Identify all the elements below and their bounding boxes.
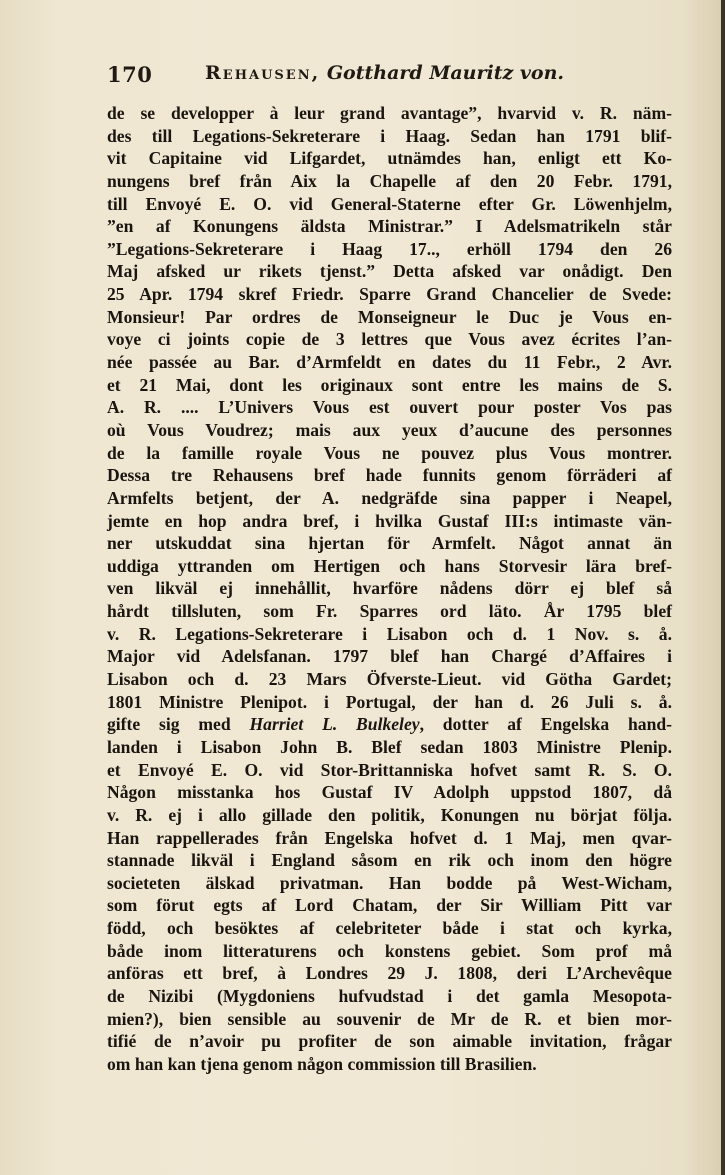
page-edge <box>721 0 725 1175</box>
text-line: Maj afsked ur rikets tjenst.” Detta afsked var onådigt. Den <box>107 261 672 282</box>
text-line: vit Capitaine vid Lifgardet, utnämdes han, enligt ett Ko- <box>107 148 672 169</box>
body-text <box>107 102 672 1076</box>
text-line: född, och besöktes af celebriteter både i stat och kyrka, <box>107 918 672 939</box>
text-line: v. R. ej i allo gillade den politik, Konungen nu börjat följa. <box>107 804 672 825</box>
text-line: Armfelts betjent, der A. nedgräfde sina papper i Neapel, <box>107 487 672 508</box>
running-title <box>205 62 564 84</box>
text-line: ner utskuddat sina hjertan för Armfelt. Något annat än <box>107 533 672 554</box>
text-line: v. R. Legations-Sekreterare i Lisabon och d. 1 Nov. s. å. <box>107 623 672 644</box>
text-line: et 21 Mai, dont les originaux sont entre les mains de S. <box>107 374 672 395</box>
text-line: mien?), bien sensible au souvenir de Mr de R. et bien mor- <box>107 1008 672 1029</box>
text-line: où Vous Voudrez; mais aux yeux d’aucune des personnes <box>107 419 672 440</box>
text-line: ven likväl ej innehållit, hvarföre nådens dörr ej blef så <box>107 578 672 599</box>
text-line: de se developper à leur grand avantage”, hvarvid v. R. näm- <box>107 103 672 123</box>
text-line: née passée au Bar. d’Armfeldt en dates du 11 Febr., 2 Avr. <box>107 352 672 373</box>
text-line: societeten älskad privatman. Han bodde på West-Wicham, <box>107 872 672 893</box>
text-line: som förut egts af Lord Chatam, der Sir William Pitt var <box>107 895 672 916</box>
running-header <box>107 62 672 90</box>
text-line: 1801 Ministre Plenipot. i Portugal, der han d. 26 Juli s. å. <box>107 691 672 712</box>
italic-name: Harriet L. Bulkeley <box>249 714 420 735</box>
text-fragment: gifte sig med <box>107 714 250 735</box>
text-line: jemte en hop andra bref, i hvilka Gustaf III:s intimaste vän- <box>107 510 672 531</box>
running-title-name: Rehausen, <box>205 62 321 84</box>
text-line: hårdt tillsluten, som Fr. Sparres ord läto. År 1795 blef <box>107 601 672 622</box>
text-line: 25 Apr. 1794 skref Friedr. Sparre Grand Chancelier de Svede: <box>107 284 672 305</box>
page-number: 170 <box>107 62 153 87</box>
text-line: ”en af Konungens äldsta Ministrar.” I Adelsmatrikeln står <box>107 216 672 237</box>
text-line: des till Legations-Sekreterare i Haag. Sedan han 1791 blif- <box>107 125 672 146</box>
text-line: landen i Lisabon John B. Blef sedan 1803 Ministre Plenip. <box>107 736 672 757</box>
text-line: tifié de n’avoir pu profiter de son aimable invitation, frågar <box>107 1031 672 1052</box>
text-line: uddiga yttranden om Hertigen och hans Storvesir lära bref- <box>107 555 672 576</box>
text-line: både inom litteraturens och konstens gebiet. Som prof må <box>107 940 672 961</box>
text-line: om han kan tjena genom någon commission till Brasilien. <box>107 1053 537 1074</box>
text-line: anföras ett bref, à Londres 29 J. 1808, deri L’Archevêque <box>107 963 672 984</box>
text-line: de la famille royale Vous ne pouvez plus Vous montrer. <box>107 442 672 463</box>
text-line: de Nizibi (Mygdoniens hufvudstad i det gamla Mesopota- <box>107 985 672 1006</box>
text-line: Dessa tre Rehausens bref hade funnits genom förräderi af <box>107 465 672 486</box>
text-line: Han rappellerades från Engelska hofvet d. 1 Maj, men qvar- <box>107 827 672 848</box>
text-line: stannade likväl i England såsom en rik och inom den högre <box>107 850 672 871</box>
text-fragment: , dotter af Engelska hand- <box>419 714 672 735</box>
text-line: A. R. .... L’Univers Vous est ouvert pour poster Vos pas <box>107 397 672 418</box>
running-title-given-names: Gotthard Mauritz von. <box>326 62 565 84</box>
text-line: Lisabon och d. 23 Mars Öfverste-Lieut. vid Götha Gardet; <box>107 669 672 690</box>
text-line: till Envoyé E. O. vid General-Staterne efter Gr. Löwenhjelm, <box>107 193 672 214</box>
text-line-with-italic <box>107 713 672 736</box>
text-line: Någon misstanka hos Gustaf IV Adolph uppstod 1807, då <box>107 782 672 803</box>
text-line: Major vid Adelsfanan. 1797 blef han Chargé d’Affaires i <box>107 646 672 667</box>
text-line: ”Legations-Sekreterare i Haag 17.., erhöll 1794 den 26 <box>107 238 672 259</box>
text-line: et Envoyé E. O. vid Stor-Brittanniska hofvet samt R. S. O. <box>107 759 672 780</box>
text-line: nungens bref från Aix la Chapelle af den 20 Febr. 1791, <box>107 170 672 191</box>
text-line: Monsieur! Par ordres de Monseigneur le Duc je Vous en- <box>107 306 672 327</box>
text-line: voye ci joints copie de 3 lettres que Vous avez écrites l’an- <box>107 329 672 350</box>
